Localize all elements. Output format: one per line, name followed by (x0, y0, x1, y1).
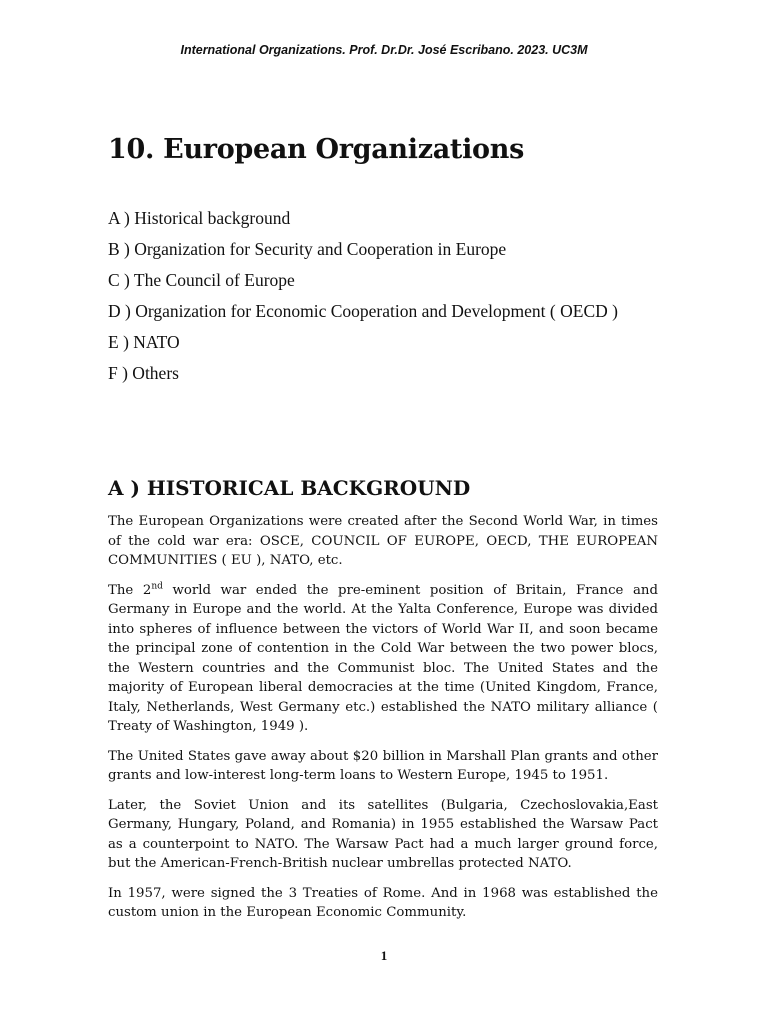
toc-item: E ) NATO (108, 332, 180, 352)
toc-item: D ) Organization for Economic Cooperation and Development ( OECD ) (108, 301, 618, 321)
paragraph (108, 581, 658, 737)
paragraph: In 1957, were signed the 3 Treaties of Rome. And in 1968 was established the custom union in the European Economic Community. (108, 885, 658, 920)
paragraph: The European Organizations were created after the Second World War, in times of the cold war era: OSCE, COUNCIL OF EUROPE, OECD, THE EUROPEAN COMMUNITIES ( EU ), NATO, etc. (108, 514, 658, 568)
section-heading: A ) HISTORICAL BACKGROUND (108, 476, 471, 500)
paragraph: Later, the Soviet Union and its satellites (Bulgaria, Czechoslovakia,East Germany, Hungary, Poland, and Romania) in 1955 established the Warsaw Pact as a counterpoint to NATO. The Warsaw Pact had a much larger ground force, but the American-French-British nuclear umbrellas protected NATO. (108, 797, 658, 871)
superscript: nd (151, 581, 163, 592)
paragraph: The United States gave away about $20 billion in Marshall Plan grants and other grants and low-interest long-term loans to Western Europe, 1945 to 1951. (108, 748, 658, 783)
toc-item: A ) Historical background (108, 208, 291, 228)
text-run: The 2 (108, 582, 152, 598)
toc-item: F ) Others (108, 363, 179, 383)
table-of-contents (108, 208, 638, 394)
running-header: International Organizations. Prof. Dr.Dr. José Escribano. 2023. UC3M (180, 43, 588, 57)
body-text (108, 512, 658, 933)
page-number: 1 (380, 948, 388, 963)
chapter-title: 10. European Organizations (108, 134, 525, 165)
toc-item: B ) Organization for Security and Cooperation in Europe (108, 239, 507, 259)
text-run: world war ended the pre-eminent position of Britain, France and Germany in Europe and the world. At the Yalta Conference, Europe was divided into spheres of influence between the victors of World War II, and soon became the principal zone of contention in the Cold War between the two power blocs, the Western countries and the Communist bloc. The United States and the majority of European liberal democracies at the time (United Kingdom, France, Italy, Netherlands, West Germany etc.) established the NATO military alliance ( Treaty of Washington, 1949 ). (108, 582, 658, 734)
toc-item: C ) The Council of Europe (108, 270, 295, 290)
